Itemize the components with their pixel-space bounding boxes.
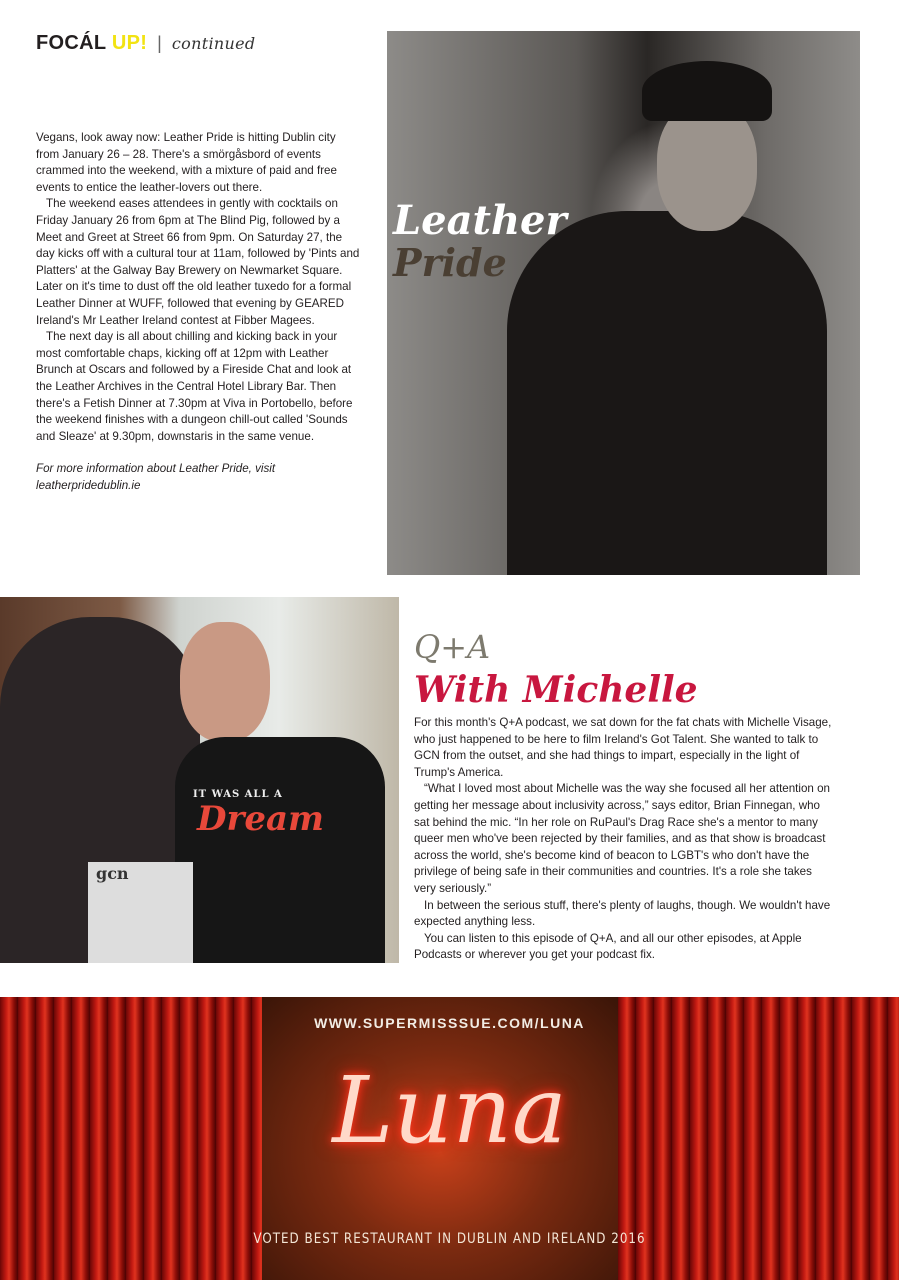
shirt-text-script: Dream <box>197 799 325 839</box>
man-face-figure <box>180 622 270 742</box>
ad-url[interactable]: WWW.SUPERMISSSUE.COM/LUNA <box>314 1015 585 1031</box>
paragraph: The weekend eases attendees in gently with cocktails on Friday January 26 from 6pm at The Blind Pig, followed by a Meet and Greet at Street 66 from 9pm. On Saturday 27, the day kicks off with a cultural tour at 11am, followed by 'Pints and Platters' at the Galway Bay Brewery on Newmarket Square. Later on it's time to dust off the old leather tuxedo for a formal Leather Dinner at WUFF, followed that evening by GEARED Ireland's Mr Leather Ireland contest at Fibber Magees. <box>36 197 360 327</box>
luna-neon-logo: Luna <box>332 1057 567 1164</box>
paragraph: In between the serious stuff, there's plenty of laughs, though. We wouldn't have expected anything less. <box>414 898 831 929</box>
paragraph: You can listen to this episode of Q+A, and all our other episodes, at Apple Podcasts or wherever you get your podcast fix. <box>414 931 802 962</box>
paragraph: For this month's Q+A podcast, we sat down for the fat chats with Michelle Visage, who just happened to be here to film Ireland's Got Talent. She wanted to talk to GCN from the outset, and she had things to impart, especially in the light of Trump's America. <box>414 716 832 779</box>
section-name: FOCÁL <box>36 32 107 54</box>
michelle-photo <box>0 597 399 963</box>
qa-title: Q+A <box>414 628 491 666</box>
leather-cap-figure <box>642 61 772 121</box>
leather-jacket-figure <box>507 211 827 575</box>
paragraph: “What I loved most about Michelle was the way she focused all her attention on getting her message about inclusivity across,” says editor, Brian Finnegan, who sat behind the mic. “In her role on RuPaul's Drag Race she's a mentor to many queer men who've been rejected by their families, and as that show is broadcast across the world, she's become kind of beacon to LGBT's who don't have the privilege of being safe in their communities and countries. It's a role she takes very seriously.” <box>414 782 830 895</box>
qa-subtitle: With Michelle <box>414 669 698 711</box>
section-header <box>36 32 255 55</box>
luna-advertisement[interactable] <box>0 997 899 1280</box>
paragraph: Vegans, look away now: Leather Pride is hitting Dublin city from January 26 – 28. There's a smörgåsbord of events crammed into the weekend, with a mixture of paid and free events to entice the leather-lovers out there. <box>36 131 337 194</box>
more-info-link[interactable]: For more information about Leather Pride, visit leatherpridedublin.ie <box>36 462 276 492</box>
qa-article <box>414 715 834 964</box>
newspaper: gcn <box>88 862 193 963</box>
leather-pride-photo <box>387 31 860 575</box>
separator: | <box>157 33 163 53</box>
paragraph: The next day is all about chilling and kicking back in your most comfortable chaps, kicking off at 12pm with Leather Brunch at Oscars and followed by a Fireside Chat and look at the Leather Archives in the Central Hotel Library Bar. Then there's a Fetish Dinner at 7.30pm at Viva in Portobello, before the weekend finishes with a dungeon chill-out called 'Sounds and Sleaze' at 9.30pm, downstaris in the same venue. <box>36 330 353 443</box>
tshirt-figure <box>175 737 385 963</box>
shirt-text: IT WAS ALL A <box>193 789 283 800</box>
leather-pride-title-1: Leather <box>393 197 567 244</box>
continued-label: continued <box>171 34 256 53</box>
leather-pride-title-2: Pride <box>393 240 507 285</box>
leather-pride-article <box>36 130 362 494</box>
section-accent: UP! <box>111 32 148 54</box>
ad-tagline: VOTED BEST RESTAURANT IN DUBLIN AND IRELAND 2016 <box>253 1231 646 1247</box>
